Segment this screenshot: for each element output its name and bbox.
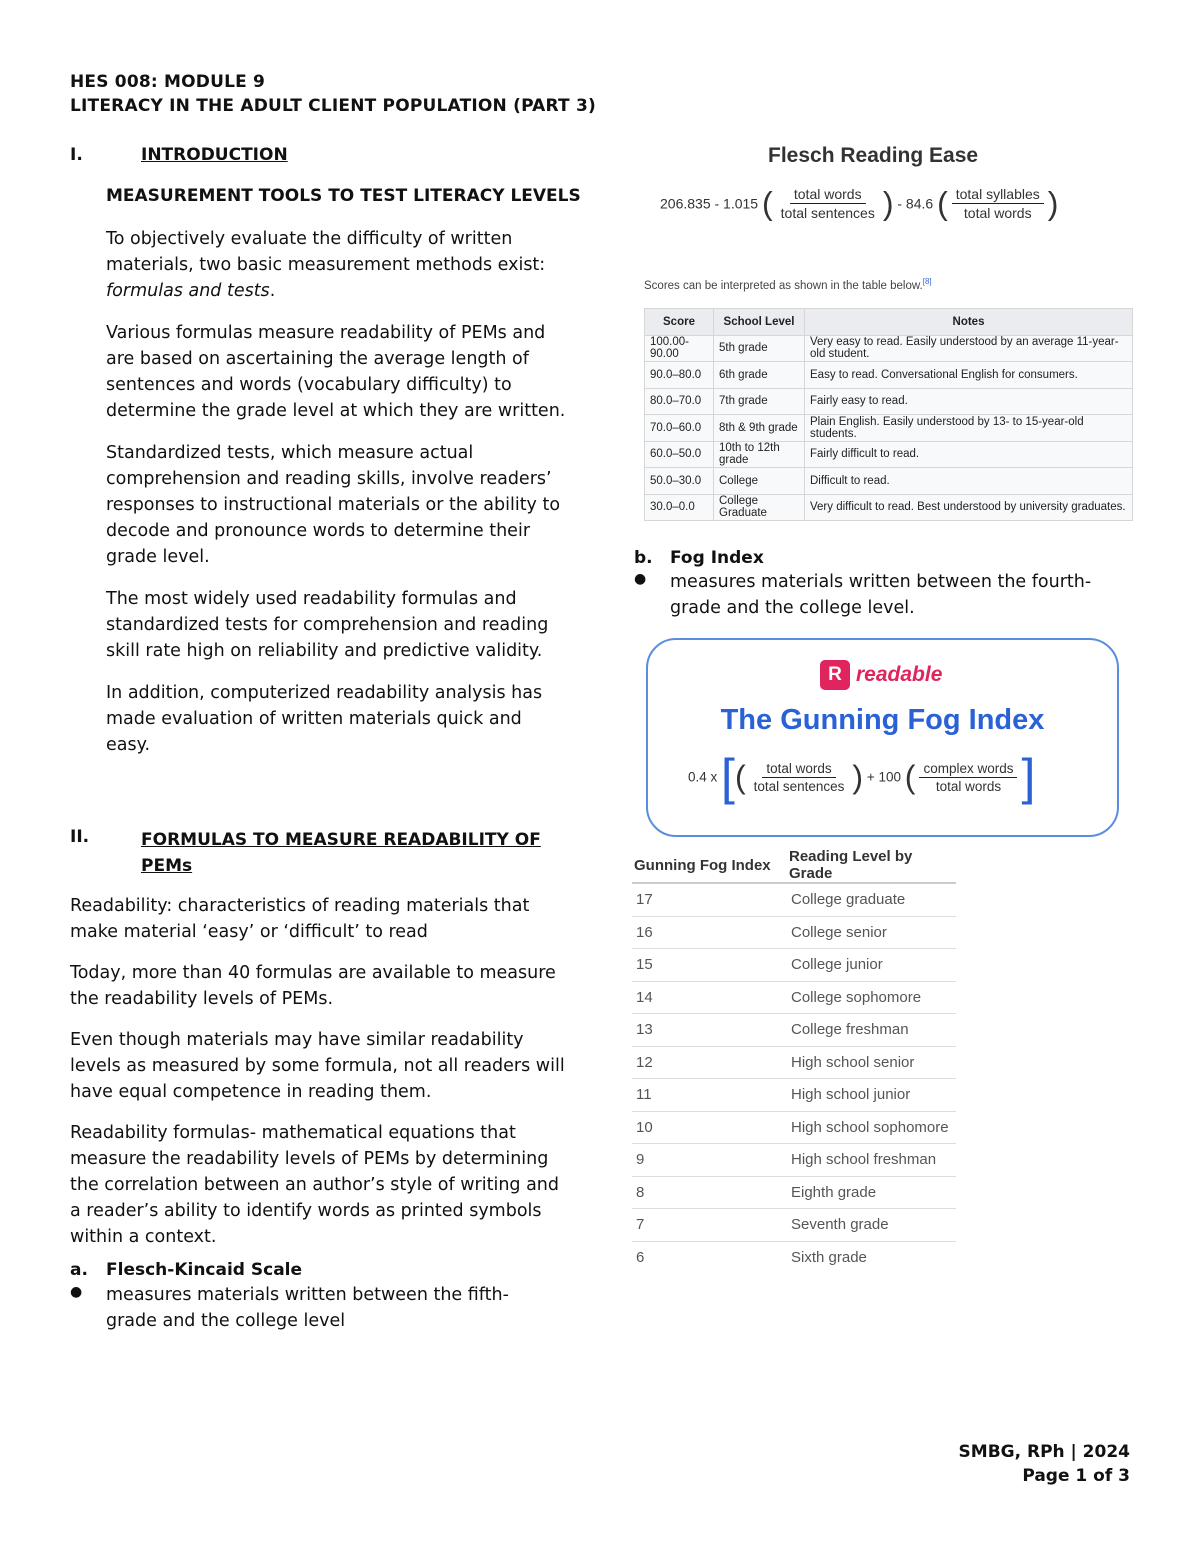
table-cell: High school freshman [787,1144,956,1177]
table-row [632,949,956,982]
column-header: Gunning Fog Index [632,848,787,883]
paragraph-40-formulas: Today, more than 40 formulas are available to measure the readability levels of PEMs. [70,963,556,1009]
flesch-caption [644,277,932,292]
table-cell: 16 [632,916,787,949]
paren-icon: ( [904,759,916,795]
subsection-a-heading [70,1260,565,1280]
column-header: Reading Level by Grade [787,848,956,883]
table-cell: 5th grade [714,335,805,362]
table-cell: 7 [632,1209,787,1242]
table-header-row [645,309,1133,336]
readable-logo [820,660,942,690]
table-cell: Sixth grade [791,1248,867,1266]
table-row [632,1209,956,1242]
paragraph-text: . [269,281,276,301]
paren-icon: ( [734,759,746,795]
flesch-title: Flesch Reading Ease [768,144,979,167]
bracket-icon: [ [721,749,735,805]
table-cell: 17 [632,883,787,916]
table-cell: 15 [632,949,787,982]
fraction-numerator: total words [790,186,866,204]
readable-logo-text: readable [856,663,943,686]
table-cell: College [714,468,805,495]
table-cell: High school senior [787,1046,956,1079]
flesch-fraction-1 [777,186,879,221]
paren-icon: ( [761,185,773,222]
fog-constant: + 100 [866,769,902,785]
readable-logo-icon: R [820,660,850,690]
table-cell: 10th to 12th grade [714,441,805,468]
flesch-constant: 206.835 - 1.015 [660,195,759,212]
table-cell: Fairly difficult to read. [805,441,1133,468]
module-title: HES 008: MODULE 9 [70,72,266,92]
table-cell: Eighth grade [787,1176,956,1209]
table-row [645,441,1133,468]
table-cell: College Graduate [714,494,805,521]
paren-icon: ( [937,185,948,222]
table-row [632,1241,956,1273]
column-header: Notes [805,309,1133,336]
paren-icon: ) [1047,185,1059,222]
paragraph-tests: Standardized tests, which measure actual comprehension and reading skills, involve readers’ responses to instructional materials or the ability to decode and pronounce words to determine their grade level. [106,443,561,567]
paragraph-computerized: In addition, computerized readability analysis has made evaluation of written materials quick and easy. [106,683,543,755]
table-cell: 13 [632,1014,787,1047]
table-row [632,883,956,916]
table-row [632,1111,956,1144]
page-footer [959,1440,1130,1488]
table-row [632,981,956,1014]
table-cell: 7th grade [714,388,805,415]
table-cell: 6th grade [714,362,805,389]
table-row [645,362,1133,389]
subsection-a-label: a. [70,1260,88,1280]
table-row [645,468,1133,495]
fraction-denominator: total sentences [780,205,875,221]
caption-text: Scores can be interpreted as shown in the table below. [644,279,923,292]
table-row [645,494,1133,521]
table-cell: 90.0–80.0 [645,362,714,389]
table-cell: High school junior [787,1079,956,1112]
table-cell: College sophomore [787,981,956,1014]
table-cell: 12 [632,1046,787,1079]
table-cell: Seventh grade [787,1209,956,1242]
paragraph-competence: Even though materials may have similar readability levels as measured by some formula, not all readers will have equal competence in reading them. [70,1030,565,1102]
fraction-numerator: complex words [919,761,1017,778]
table-cell: 9 [632,1144,787,1177]
table-cell: College graduate [787,883,956,916]
flesch-fraction-2 [952,186,1044,221]
flesch-formula [660,186,1120,221]
footer-author: SMBG, RPh | 2024 [958,1442,1130,1462]
subsection-a-bullet [70,1282,565,1334]
citation-link[interactable]: [8] [922,277,932,286]
table-row [645,335,1133,362]
paragraph-formulas: Various formulas measure readability of PEMs and are based on ascertaining the average length of sentences and words (vocabulary difficulty) to determine the grade level at which they are written. [106,323,566,421]
gunning-fog-card [646,638,1119,837]
table-cell: 100.00-90.00 [645,335,714,362]
module-subtitle: LITERACY IN THE ADULT CLIENT POPULATION (PART 3) [70,96,596,116]
paren-icon: ) [852,759,864,795]
table-cell: Very easy to read. Easily understood by an average 11-year-old student. [805,335,1133,362]
table-cell: 30.0–0.0 [645,494,714,521]
paragraph-reliability: The most widely used readability formulas and standardized tests for comprehension and reading skill rate high on reliability and predictive validity. [106,589,549,661]
emphasis-text: formulas and tests [106,281,270,301]
table-cell: 80.0–70.0 [645,388,714,415]
table-cell: 14 [632,981,787,1014]
paren-icon: ) [882,185,894,222]
gunning-fog-formula [688,749,1036,805]
table-cell: 11 [632,1079,787,1112]
table-row [632,1144,956,1177]
table-row [645,415,1133,442]
paragraph-methods [106,226,571,304]
table-cell: High school sophomore [787,1111,956,1144]
table-cell: 50.0–30.0 [645,468,714,495]
gunning-fog-title: The Gunning Fog Index [720,704,1045,736]
table-cell: Difficult to read. [805,468,1133,495]
section-2-number: II. [70,827,90,847]
page-number: Page 1 of 3 [1022,1466,1130,1486]
fraction-denominator: total sentences [753,778,845,794]
table-row [632,1176,956,1209]
section-2-title-line: PEMs [141,856,193,876]
column-header: Score [645,309,714,336]
section-2-title-line: FORMULAS TO MEASURE READABILITY OF [141,830,541,850]
column-header: School Level [714,309,805,336]
bracket-icon: ] [1021,749,1036,805]
fog-fraction-2 [919,761,1017,794]
fog-grade-table [632,848,956,1273]
fraction-denominator: total words [935,778,1002,794]
bullet-text: measures materials written between the fifth-grade and the college level [106,1285,509,1331]
flesch-constant: - 84.6 [897,195,934,212]
table-row [632,1079,956,1112]
table-cell: College freshman [787,1014,956,1047]
section-1-number: I. [70,145,83,165]
fraction-numerator: total syllables [952,186,1044,204]
table-cell: College senior [787,916,956,949]
table-cell: Plain English. Easily understood by 13- to 15-year-old students. [805,415,1133,442]
table-cell: 60.0–50.0 [645,441,714,468]
table-cell: Easy to read. Conversational English for consumers. [805,362,1133,389]
paragraph-text: To objectively evaluate the difficulty of written materials, two basic measurement methods exist: [106,229,546,275]
paragraph-readability-def: Readability: characteristics of reading materials that make material ‘easy’ or ‘difficult’ to read [70,896,530,942]
table-cell: College junior [787,949,956,982]
subsection-b-title: Fog Index [670,548,764,568]
table-header-row [632,848,956,883]
subsection-a-title: Flesch-Kincaid Scale [106,1260,303,1280]
table-cell: 10 [632,1111,787,1144]
fog-constant: 0.4 x [688,769,718,785]
subsection-b-bullet [634,569,1134,621]
bullet-icon: ● [634,571,647,587]
table-row [632,1014,956,1047]
section-1-body [70,226,571,758]
section-1-title: INTRODUCTION [141,145,288,165]
table-row [632,916,956,949]
bullet-text: measures materials written between the fourth-grade and the college level. [670,572,1092,618]
table-cell: 70.0–60.0 [645,415,714,442]
table-cell: 8th & 9th grade [714,415,805,442]
table-cell: 6 [636,1248,645,1266]
subsection-b [634,548,1134,621]
bullet-icon: ● [70,1284,83,1300]
subsection-b-heading [634,548,1134,568]
section-2-title [141,827,541,879]
flesch-score-table [644,308,1133,521]
section-1-subtitle: MEASUREMENT TOOLS TO TEST LITERACY LEVELS [106,186,581,206]
section-2-body [70,893,565,1334]
fog-fraction-1 [750,761,849,794]
table-row [632,1046,956,1079]
fraction-numerator: total words [762,761,835,778]
subsection-b-label: b. [634,548,653,568]
paragraph-formulas-def: Readability formulas- mathematical equations that measure the readability levels of PEMs by determining the correlation between an author’s style of writing and a reader’s ability to identify words as printed symbols within a context. [70,1123,560,1247]
table-cell: 8 [632,1176,787,1209]
table-cell: Very difficult to read. Best understood by university graduates. [805,494,1133,521]
fraction-denominator: total words [963,205,1032,221]
table-cell: Fairly easy to read. [805,388,1133,415]
table-row [645,388,1133,415]
